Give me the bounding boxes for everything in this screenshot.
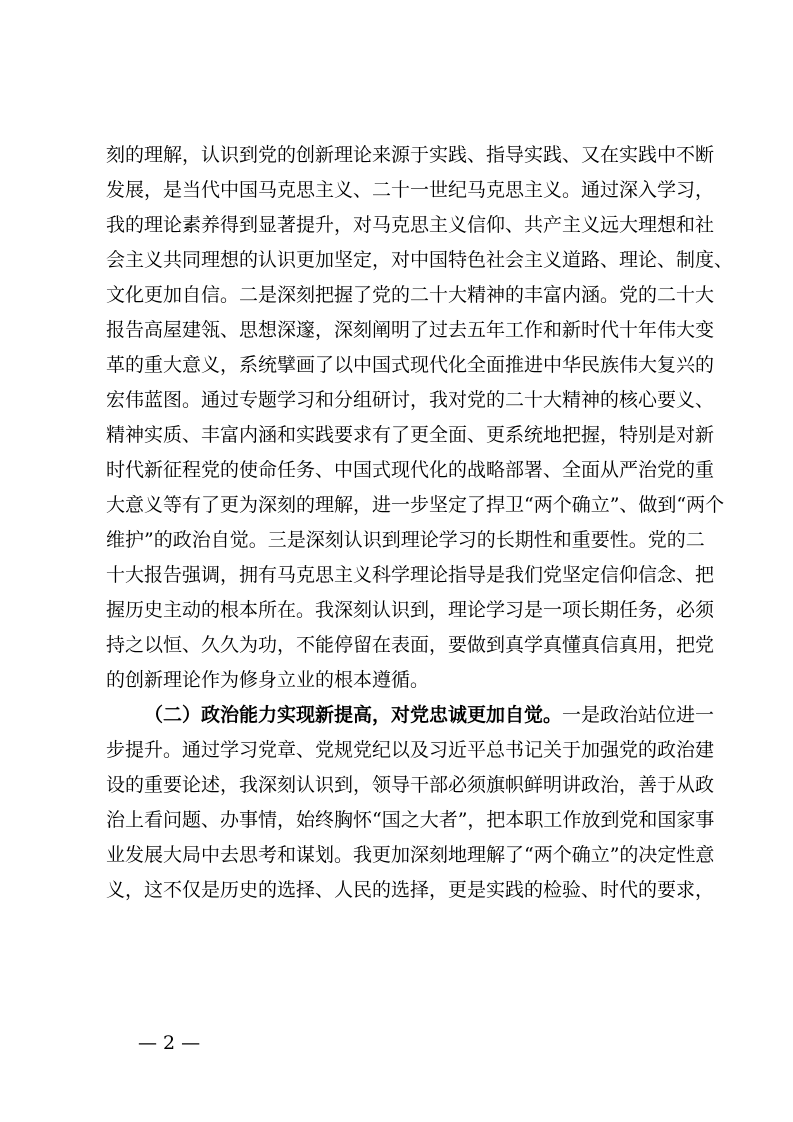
paragraph-line: 十大报告强调，拥有马克思主义科学理论指导是我们党坚定信仰信念、把 bbox=[106, 564, 715, 586]
paragraph-line: 步提升。通过学习党章、党规党纪以及习近平总书记关于加强党的政治建 bbox=[106, 739, 715, 761]
body-text bbox=[106, 138, 734, 908]
paragraph-line: 的创新理论作为修身立业的根本遵循。 bbox=[106, 669, 430, 691]
paragraph-line: 义，这不仅是历史的选择、人民的选择，更是实践的检验、时代的要求， bbox=[106, 879, 715, 901]
paragraph-line-rest: 一是政治站位进一 bbox=[562, 704, 715, 726]
page-number: — 2 — bbox=[138, 1032, 201, 1054]
paragraph-line: 维护”的政治自觉。三是深刻认识到理论学习的长期性和重要性。党的二 bbox=[106, 529, 705, 551]
paragraph-line: 治上看问题、办事情，始终胸怀“国之大者”，把本职工作放到党和国家事 bbox=[106, 809, 715, 831]
paragraph-line: 文化更加自信。二是深刻把握了党的二十大精神的丰富内涵。党的二十大 bbox=[106, 284, 715, 306]
paragraph-line: 业发展大局中去思考和谋划。我更加深刻地理解了“两个确立”的决定性意 bbox=[106, 844, 715, 866]
paragraph-line: 我的理论素养得到显著提升，对马克思主义信仰、共产主义远大理想和社 bbox=[106, 214, 715, 236]
paragraph-line: 宏伟蓝图。通过专题学习和分组研讨，我对党的二十大精神的核心要义、 bbox=[106, 389, 715, 411]
paragraph-line: 持之以恒、久久为功，不能停留在表面，要做到真学真懂真信真用，把党 bbox=[106, 634, 715, 656]
paragraph-line: 时代新征程党的使命任务、中国式现代化的战略部署、全面从严治党的重 bbox=[106, 459, 715, 481]
paragraph-line: 设的重要论述，我深刻认识到，领导干部必须旗帜鲜明讲政治，善于从政 bbox=[106, 774, 715, 796]
paragraph-line: 刻的理解，认识到党的创新理论来源于实践、指导实践、又在实践中不断 bbox=[106, 144, 715, 166]
paragraph-line: 大意义等有了更为深刻的理解，进一步坚定了捍卫“两个确立”、做到“两个 bbox=[106, 494, 725, 516]
paragraph-line: 会主义共同理想的认识更加坚定，对中国特色社会主义道路、理论、制度、 bbox=[106, 249, 734, 271]
paragraph-line: 精神实质、丰富内涵和实践要求有了更全面、更系统地把握，特别是对新 bbox=[106, 424, 715, 446]
paragraph-line: 发展，是当代中国马克思主义、二十一世纪马克思主义。通过深入学习， bbox=[106, 179, 715, 201]
section-heading-line bbox=[106, 698, 715, 733]
paragraph-line: 握历史主动的根本所在。我深刻认识到，理论学习是一项长期任务，必须 bbox=[106, 599, 715, 621]
section-heading: （二）政治能力实现新提高，对党忠诚更加自觉。 bbox=[144, 704, 563, 726]
paragraph-line: 革的重大意义，系统擘画了以中国式现代化全面推进中华民族伟大复兴的 bbox=[106, 354, 715, 376]
paragraph-line: 报告高屋建瓴、思想深邃，深刻阐明了过去五年工作和新时代十年伟大变 bbox=[106, 319, 715, 341]
